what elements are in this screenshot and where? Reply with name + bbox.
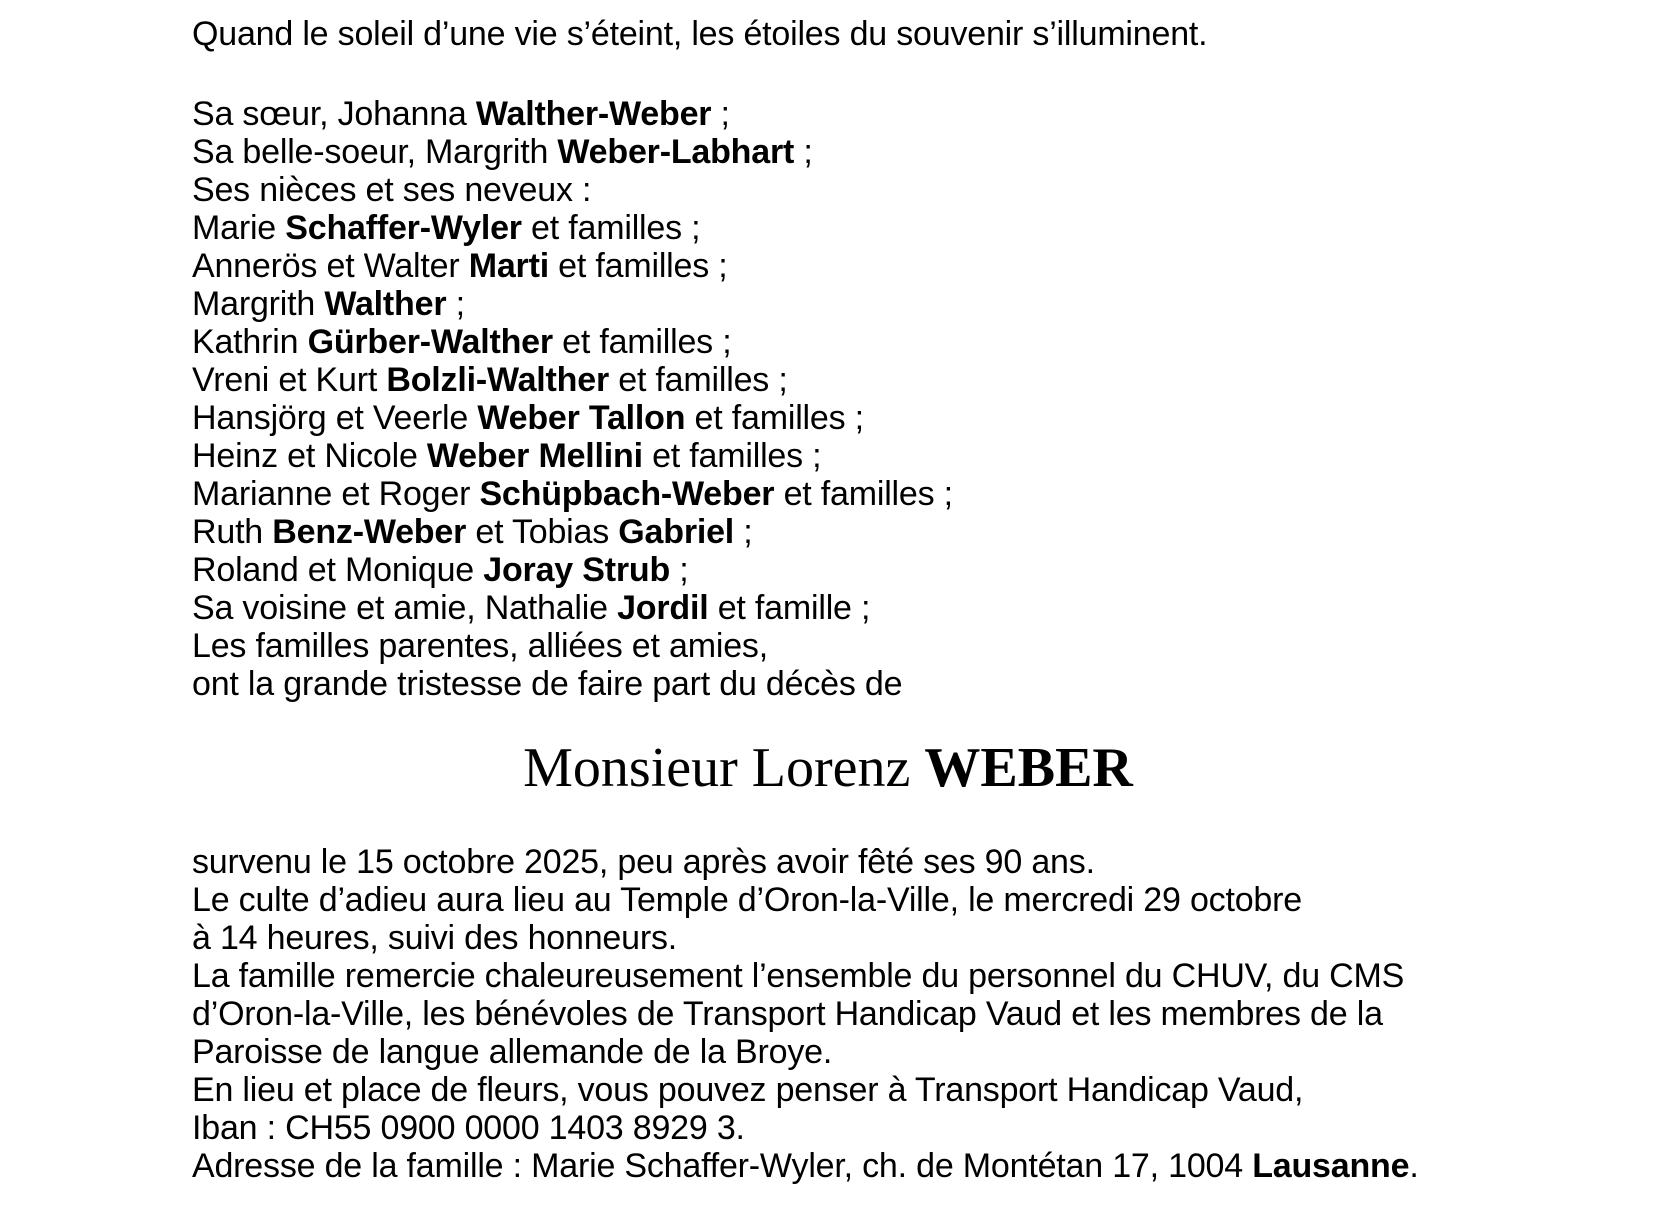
text-line — [192, 1071, 1464, 1109]
text-line — [192, 995, 1464, 1033]
text-segment: et famille ; — [708, 589, 871, 627]
text-segment: Paroisse de langue allemande de la Broye. — [192, 1033, 833, 1071]
bold-name-segment: Weber Mellini — [426, 437, 643, 475]
text-segment: Ses nièces et ses neveux : — [192, 171, 592, 209]
text-segment: Marianne et Roger — [192, 475, 480, 513]
text-line — [192, 665, 1464, 703]
text-line — [192, 1147, 1464, 1185]
text-segment: et familles ; — [548, 247, 728, 285]
text-line — [192, 589, 1464, 627]
funeral-details — [192, 843, 1464, 1185]
text-line — [192, 361, 1464, 399]
text-segment: Adresse de la famille : Marie Schaffer-Wyler, ch. de Montétan 17, 1004 — [192, 1147, 1253, 1185]
text-segment: ont la grande tristesse de faire part du décès de — [192, 665, 903, 703]
bold-name-segment: Jordil — [617, 589, 709, 627]
text-segment: ; — [794, 133, 813, 171]
bold-name-segment: WEBER — [924, 737, 1133, 799]
bold-name-segment: Lausanne — [1252, 1147, 1410, 1185]
text-segment: et familles ; — [685, 399, 864, 437]
text-line — [192, 919, 1464, 957]
text-line — [192, 843, 1464, 881]
text-segment: et familles ; — [642, 437, 822, 475]
text-segment: et Tobias — [466, 513, 619, 551]
text-segment: La famille remercie chaleureusement l’ensemble du personnel du CHUV, du CMS — [192, 957, 1405, 995]
text-line — [192, 209, 1464, 247]
text-line — [192, 881, 1464, 919]
bold-name-segment: Benz-Weber — [272, 513, 467, 551]
bold-name-segment: Walther — [324, 285, 447, 323]
text-line — [192, 513, 1464, 551]
text-segment: Monsieur Lorenz — [523, 737, 925, 799]
text-segment: ; — [446, 285, 465, 323]
text-line — [192, 323, 1464, 361]
text-segment: ; — [734, 513, 753, 551]
bold-name-segment: Gabriel — [618, 513, 735, 551]
text-segment: Les familles parentes, alliées et amies, — [192, 627, 768, 665]
text-line — [192, 1109, 1464, 1147]
bold-name-segment: Weber Tallon — [477, 399, 686, 437]
text-segment: et familles ; — [552, 323, 732, 361]
text-line — [192, 15, 1464, 53]
epigraph — [192, 15, 1464, 53]
text-segment: Ruth — [192, 513, 273, 551]
text-line — [192, 285, 1464, 323]
text-segment: d’Oron-la-Ville, les bénévoles de Transport Handicap Vaud et les membres de la — [192, 995, 1383, 1033]
text-segment: Sa sœur, Johanna — [192, 95, 476, 133]
text-line — [192, 475, 1464, 513]
text-line — [192, 133, 1464, 171]
text-segment: Kathrin — [192, 323, 308, 361]
text-segment: Vreni et Kurt — [192, 361, 387, 399]
text-segment: Sa voisine et amie, Nathalie — [192, 589, 618, 627]
text-line — [192, 1033, 1464, 1071]
text-segment: En lieu et place de fleurs, vous pouvez penser à Transport Handicap Vaud, — [192, 1071, 1304, 1109]
text-line — [192, 551, 1464, 589]
deceased-name-title — [192, 735, 1464, 801]
bold-name-segment: Gürber-Walther — [307, 323, 553, 361]
bold-name-segment: Marti — [468, 247, 549, 285]
text-segment: et familles ; — [774, 475, 953, 513]
text-segment: et familles ; — [608, 361, 788, 399]
text-line — [192, 627, 1464, 665]
bold-name-segment: Schüpbach-Weber — [479, 475, 775, 513]
text-line — [192, 399, 1464, 437]
text-segment: Annerös et Walter — [192, 247, 469, 285]
text-segment: Le culte d’adieu aura lieu au Temple d’Oron-la-Ville, le mercredi 29 octobre — [192, 881, 1302, 919]
bold-name-segment: Schaffer-Wyler — [285, 209, 522, 247]
text-segment: Marie — [192, 209, 286, 247]
text-segment: Hansjörg et Veerle — [192, 399, 478, 437]
text-line — [192, 437, 1464, 475]
bold-name-segment: Bolzli-Walther — [386, 361, 609, 399]
bold-name-segment: Walther-Weber — [475, 95, 712, 133]
text-segment: Iban : CH55 0900 0000 1403 8929 3. — [192, 1109, 745, 1147]
text-segment: Roland et Monique — [192, 551, 484, 589]
text-segment: et familles ; — [521, 209, 701, 247]
text-segment: ; — [711, 95, 730, 133]
text-line — [192, 171, 1464, 209]
text-segment: ; — [670, 551, 689, 589]
text-segment: survenu le 15 octobre 2025, peu après avoir fêté ses 90 ans. — [192, 843, 1095, 881]
text-segment: à 14 heures, suivi des honneurs. — [192, 919, 678, 957]
text-line — [192, 957, 1464, 995]
text-line — [192, 247, 1464, 285]
bold-name-segment: Joray Strub — [483, 551, 671, 589]
text-segment: Margrith — [192, 285, 325, 323]
text-line — [192, 735, 1464, 801]
text-line — [192, 95, 1464, 133]
family-list — [192, 95, 1464, 703]
text-segment: Sa belle-soeur, Margrith — [192, 133, 558, 171]
text-segment: Quand le soleil d’une vie s’éteint, les étoiles du souvenir s’illuminent. — [192, 15, 1208, 53]
text-segment: Heinz et Nicole — [192, 437, 427, 475]
text-segment: . — [1409, 1147, 1419, 1185]
bold-name-segment: Weber-Labhart — [557, 133, 795, 171]
